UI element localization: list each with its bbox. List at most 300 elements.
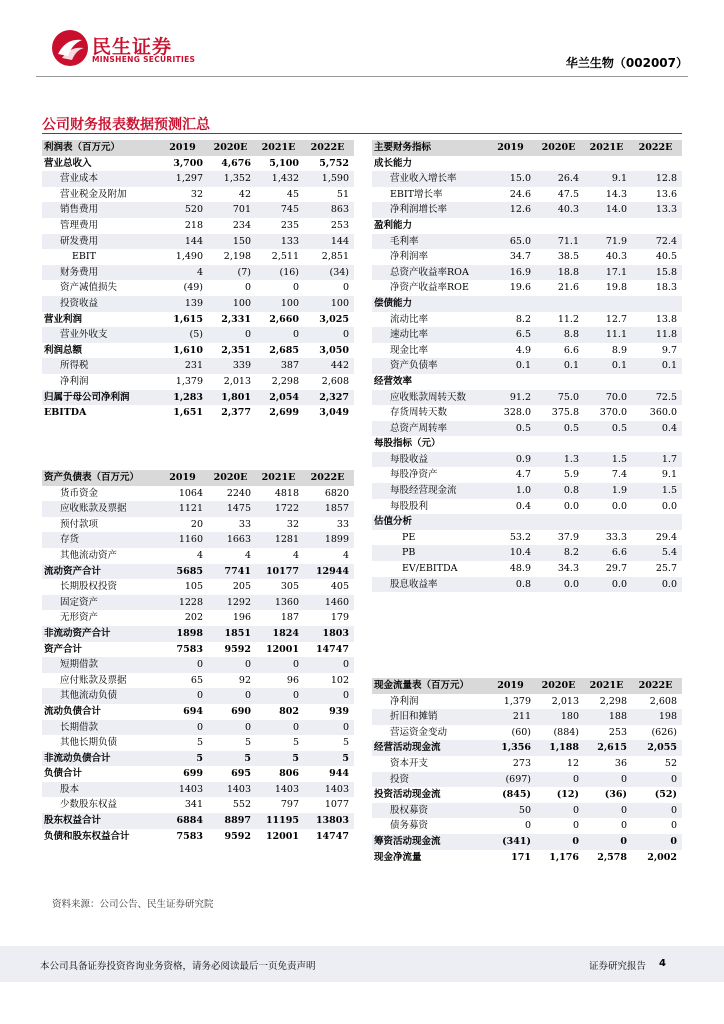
cell-value: 13803 bbox=[304, 813, 354, 829]
cell-value: 4818 bbox=[274, 487, 299, 499]
cell-value: 341 bbox=[184, 799, 203, 811]
cell-value: 0.0 bbox=[536, 577, 584, 593]
table-row bbox=[372, 694, 682, 710]
cell-value: 1.7 bbox=[632, 452, 682, 468]
cell-value bbox=[632, 156, 682, 172]
cell-value: 2,054 bbox=[256, 390, 304, 406]
cell-value: 2,608 bbox=[321, 375, 349, 387]
cell-value: 0.0 bbox=[661, 500, 677, 512]
cell-value: 171 bbox=[511, 851, 531, 863]
row-label: 盈利能力 bbox=[374, 219, 413, 231]
cell-value: 18.3 bbox=[655, 282, 677, 294]
row-label: 长期借款 bbox=[42, 720, 160, 736]
cell-value: 695 bbox=[231, 768, 251, 780]
cell-value: 34.3 bbox=[557, 563, 579, 575]
cell-value: 6.6 bbox=[563, 344, 579, 356]
column-header: 2020E bbox=[536, 140, 584, 156]
cell-value: 2,660 bbox=[269, 313, 299, 325]
cell-value: 0 bbox=[620, 820, 627, 832]
row-label: 净利润率 bbox=[390, 251, 429, 263]
cell-value: 91.2 bbox=[488, 390, 536, 406]
cell-value: 100 bbox=[208, 296, 256, 312]
cell-value: 1160 bbox=[160, 532, 208, 548]
brand-name: 民生证券 bbox=[92, 36, 173, 58]
table-row bbox=[372, 265, 682, 281]
cell-value bbox=[488, 436, 536, 452]
cell-value: 806 bbox=[279, 768, 299, 780]
table-row bbox=[372, 850, 682, 866]
cell-value: 1077 bbox=[324, 799, 349, 811]
cell-value: 4.7 bbox=[515, 469, 531, 481]
row-label: 股权募资 bbox=[372, 803, 488, 819]
cell-value: 1.9 bbox=[584, 483, 632, 499]
cell-value: 70.0 bbox=[584, 390, 632, 406]
cell-value: 133 bbox=[256, 234, 304, 250]
table-row bbox=[42, 280, 354, 296]
cell-value: 9592 bbox=[224, 830, 251, 842]
cell-value: 0.9 bbox=[488, 452, 536, 468]
cell-value: 0 bbox=[304, 720, 354, 736]
cell-value: 0.5 bbox=[536, 421, 584, 437]
cell-value: (626) bbox=[651, 726, 677, 738]
row-label: 经营活动现金流 bbox=[372, 740, 488, 756]
cell-value: 11195 bbox=[256, 813, 304, 829]
cell-value: 387 bbox=[256, 358, 304, 374]
cell-value: 5,100 bbox=[269, 157, 299, 169]
cell-value: 51 bbox=[336, 188, 349, 200]
table-row bbox=[372, 577, 682, 593]
cell-value: 9.7 bbox=[661, 344, 677, 356]
table-row bbox=[42, 548, 354, 564]
row-label: 总资产周转率 bbox=[372, 421, 488, 437]
row-label: 短期借款 bbox=[42, 657, 160, 673]
cell-value: 0.5 bbox=[584, 421, 632, 437]
cell-value: 7583 bbox=[176, 643, 203, 655]
table-row bbox=[42, 595, 354, 611]
cell-value: 0 bbox=[572, 820, 579, 832]
row-label: 总资产收益率ROA bbox=[372, 265, 488, 281]
cell-value: 0 bbox=[584, 803, 632, 819]
cell-value: (34) bbox=[304, 265, 354, 281]
cell-value: 5.4 bbox=[632, 545, 682, 561]
row-label: 所得税 bbox=[42, 358, 160, 374]
cell-value: 0 bbox=[584, 834, 632, 850]
cell-value: 5 bbox=[208, 751, 256, 767]
cell-value: 71.9 bbox=[584, 234, 632, 250]
cell-value: 71.1 bbox=[536, 234, 584, 250]
cell-value bbox=[632, 374, 682, 390]
table-row bbox=[372, 530, 682, 546]
cell-value: 92 bbox=[238, 674, 251, 686]
table-row bbox=[42, 797, 354, 813]
row-label: 流动资产合计 bbox=[42, 564, 160, 580]
cell-value: 1121 bbox=[160, 501, 208, 517]
cell-value: 65 bbox=[190, 674, 203, 686]
cell-value: (52) bbox=[654, 789, 677, 801]
cash-flow-table bbox=[372, 678, 682, 865]
table-row bbox=[372, 312, 682, 328]
source-note: 资料来源：公司公告、民生证券研究院 bbox=[52, 899, 214, 910]
cell-value: 24.6 bbox=[509, 188, 531, 200]
column-header: 2022E bbox=[304, 470, 354, 486]
row-label: 投资活动现金流 bbox=[374, 789, 441, 801]
cell-value: 1403 bbox=[304, 782, 354, 798]
cell-value bbox=[536, 156, 584, 172]
cell-value: 0.8 bbox=[488, 577, 536, 593]
table-row bbox=[372, 405, 682, 421]
table-row bbox=[372, 709, 682, 725]
cell-value: 40.3 bbox=[536, 202, 584, 218]
cell-value: (7) bbox=[208, 265, 256, 281]
cell-value: 1.0 bbox=[488, 483, 536, 499]
cell-value: 1899 bbox=[304, 532, 354, 548]
cell-value: 1228 bbox=[160, 595, 208, 611]
cell-value: 3,050 bbox=[319, 344, 349, 356]
cell-value: 10.4 bbox=[488, 545, 536, 561]
cell-value: 1898 bbox=[160, 626, 208, 642]
cell-value: 2,615 bbox=[584, 740, 632, 756]
cell-value: 0.1 bbox=[584, 358, 632, 374]
table-row bbox=[42, 358, 354, 374]
row-label: 每股经营现金流 bbox=[372, 483, 488, 499]
cell-value: 0 bbox=[208, 688, 256, 704]
table-header-row bbox=[372, 678, 682, 694]
table-row bbox=[42, 642, 354, 658]
cell-value: 4 bbox=[196, 549, 203, 561]
cell-value: 3,025 bbox=[319, 313, 349, 325]
table-row bbox=[42, 156, 354, 172]
cell-value: 12001 bbox=[265, 643, 299, 655]
cell-value: 5 bbox=[256, 751, 304, 767]
row-label: 净利润 bbox=[60, 375, 89, 387]
table-title-cell: 利润表（百万元） bbox=[42, 140, 160, 156]
cell-value: 802 bbox=[279, 705, 299, 717]
cell-value: 19.6 bbox=[509, 282, 531, 294]
cell-value: 196 bbox=[232, 612, 251, 624]
cell-value: 188 bbox=[584, 709, 632, 725]
cell-value: 1,432 bbox=[256, 171, 304, 187]
cell-value: 211 bbox=[488, 709, 536, 725]
row-label: 流动负债合计 bbox=[44, 705, 102, 717]
cell-value: 14747 bbox=[315, 643, 349, 655]
row-label: 每股净资产 bbox=[390, 469, 438, 481]
column-header: 2019 bbox=[488, 140, 536, 156]
row-label: 长期股权投资 bbox=[60, 581, 118, 593]
cell-value: 72.4 bbox=[632, 234, 682, 250]
table-row bbox=[42, 813, 354, 829]
row-label: 存货 bbox=[42, 532, 160, 548]
table-row bbox=[42, 202, 354, 218]
cell-value: (12) bbox=[556, 789, 579, 801]
row-label: 股东权益合计 bbox=[42, 813, 160, 829]
table-row bbox=[42, 829, 354, 845]
row-label: 存货周转天数 bbox=[390, 407, 448, 419]
cell-value: 15.8 bbox=[632, 265, 682, 281]
row-label: 现金净流量 bbox=[374, 851, 422, 863]
cell-value: 305 bbox=[280, 581, 299, 593]
cell-value: (341) bbox=[488, 834, 536, 850]
row-label: 营业利润 bbox=[44, 313, 83, 325]
table-row bbox=[372, 452, 682, 468]
cell-value: 9592 bbox=[224, 643, 251, 655]
cell-value: (884) bbox=[553, 726, 579, 738]
cell-value: 5 bbox=[342, 737, 349, 749]
row-label: 资产减值损失 bbox=[60, 282, 118, 294]
cell-value: 21.6 bbox=[557, 282, 579, 294]
cell-value: 1.5 bbox=[632, 483, 682, 499]
cell-value: 1064 bbox=[178, 487, 203, 499]
cell-value: 96 bbox=[286, 674, 299, 686]
cell-value: 0 bbox=[160, 720, 208, 736]
row-label: 销售费用 bbox=[42, 202, 160, 218]
cell-value: 1803 bbox=[304, 626, 354, 642]
cell-value: 0.0 bbox=[584, 577, 632, 593]
cell-value: 360.0 bbox=[649, 407, 677, 419]
cell-value: (36) bbox=[604, 789, 627, 801]
cell-value: 375.8 bbox=[551, 407, 579, 419]
cell-value: 4 bbox=[292, 549, 299, 561]
row-label: 现金比率 bbox=[390, 344, 429, 356]
table-row bbox=[372, 280, 682, 296]
cell-value: 7741 bbox=[208, 564, 256, 580]
cell-value: 205 bbox=[232, 581, 251, 593]
cell-value: 2,198 bbox=[223, 251, 251, 263]
row-label: 营业成本 bbox=[42, 171, 160, 187]
table-row bbox=[372, 343, 682, 359]
cell-value: 0 bbox=[256, 688, 304, 704]
cell-value: 1475 bbox=[208, 501, 256, 517]
row-label: 无形资产 bbox=[60, 612, 99, 624]
table-row bbox=[372, 561, 682, 577]
cell-value: 1,379 bbox=[503, 695, 531, 707]
cell-value: 0 bbox=[670, 820, 677, 832]
cell-value: (60) bbox=[511, 726, 531, 738]
cell-value: 0 bbox=[342, 282, 349, 294]
table-row bbox=[42, 720, 354, 736]
row-label: 营业税金及附加 bbox=[60, 188, 127, 200]
row-label: EV/EBITDA bbox=[402, 563, 458, 575]
cell-value: 1,615 bbox=[173, 313, 203, 325]
row-label: 资本开支 bbox=[390, 757, 429, 769]
cell-value: 12.6 bbox=[488, 202, 536, 218]
cell-value: 1360 bbox=[256, 595, 304, 611]
cell-value: 7583 bbox=[176, 830, 203, 842]
table-row bbox=[372, 358, 682, 374]
cell-value: 0.0 bbox=[611, 500, 627, 512]
cell-value: 694 bbox=[183, 705, 203, 717]
cell-value: 75.0 bbox=[536, 390, 584, 406]
cell-value: 47.5 bbox=[557, 188, 579, 200]
row-label: 其他流动资产 bbox=[60, 549, 118, 561]
table-row bbox=[42, 187, 354, 203]
cell-value: 29.7 bbox=[605, 563, 627, 575]
page-header bbox=[0, 0, 724, 78]
row-label: 其他长期负债 bbox=[60, 737, 118, 749]
cell-value: 3,049 bbox=[319, 407, 349, 419]
cell-value: 33.3 bbox=[605, 531, 627, 543]
table-row bbox=[372, 156, 682, 172]
table-row bbox=[42, 265, 354, 281]
cell-value: 1403 bbox=[256, 782, 304, 798]
table-row bbox=[42, 704, 354, 720]
cell-value: 1,283 bbox=[160, 390, 208, 406]
cell-value: 0 bbox=[536, 834, 584, 850]
table-row bbox=[42, 343, 354, 359]
column-header: 2020E bbox=[536, 678, 584, 694]
cell-value: 0.1 bbox=[488, 358, 536, 374]
cell-value: (16) bbox=[256, 265, 304, 281]
row-label: 研发费用 bbox=[42, 234, 160, 250]
cell-value bbox=[488, 374, 536, 390]
table-row bbox=[42, 751, 354, 767]
row-label: 股息收益率 bbox=[372, 577, 488, 593]
cell-value bbox=[536, 374, 584, 390]
cell-value bbox=[488, 218, 536, 234]
cell-value bbox=[584, 296, 632, 312]
table-row bbox=[42, 610, 354, 626]
cell-value: 1824 bbox=[256, 626, 304, 642]
cell-value: 38.5 bbox=[557, 251, 579, 263]
cell-value: 5 bbox=[196, 737, 203, 749]
cell-value: 5 bbox=[304, 751, 354, 767]
cell-value: 442 bbox=[304, 358, 354, 374]
column-header: 2019 bbox=[160, 140, 208, 156]
cell-value bbox=[632, 514, 682, 530]
cell-value: 139 bbox=[160, 296, 208, 312]
cell-value: 0 bbox=[244, 282, 251, 294]
cell-value: 863 bbox=[304, 202, 354, 218]
cell-value: 0.4 bbox=[515, 500, 531, 512]
cell-value: 17.1 bbox=[584, 265, 632, 281]
table-row bbox=[372, 725, 682, 741]
row-label: 应收账款及票据 bbox=[42, 501, 160, 517]
table-row bbox=[372, 740, 682, 756]
cell-value bbox=[536, 514, 584, 530]
cell-value: 2,013 bbox=[223, 375, 251, 387]
cell-value: 0 bbox=[536, 772, 584, 788]
table-row bbox=[372, 249, 682, 265]
cell-value: 40.3 bbox=[605, 251, 627, 263]
cell-value: 944 bbox=[329, 768, 349, 780]
cell-value: 8.2 bbox=[536, 545, 584, 561]
cell-value: 1.5 bbox=[584, 452, 632, 468]
cell-value: 797 bbox=[280, 799, 299, 811]
row-label: 财务费用 bbox=[42, 265, 160, 281]
stock-name: 华兰生物（002007） bbox=[565, 56, 688, 70]
table-row bbox=[372, 390, 682, 406]
row-label: 偿债能力 bbox=[372, 296, 488, 312]
page-number: 4 bbox=[659, 958, 666, 969]
table-row bbox=[372, 772, 682, 788]
row-label: 营业总收入 bbox=[44, 157, 92, 169]
row-label: 预付款项 bbox=[60, 518, 99, 530]
cell-value: 0 bbox=[160, 688, 208, 704]
cell-value: 37.9 bbox=[557, 531, 579, 543]
row-label: 估值分析 bbox=[372, 514, 488, 530]
row-label: 经营效率 bbox=[374, 375, 413, 387]
table-row bbox=[372, 234, 682, 250]
column-header: 2022E bbox=[304, 140, 354, 156]
cell-value: 2,298 bbox=[599, 695, 627, 707]
cell-value bbox=[632, 296, 682, 312]
cell-value: 11.2 bbox=[557, 313, 579, 325]
row-label: 应收账款周转天数 bbox=[372, 390, 488, 406]
cell-value: (845) bbox=[502, 789, 531, 801]
table-row bbox=[42, 688, 354, 704]
cell-value bbox=[584, 374, 632, 390]
cell-value: 1,590 bbox=[304, 171, 354, 187]
cell-value: 1722 bbox=[256, 501, 304, 517]
cell-value: 0 bbox=[208, 327, 256, 343]
cell-value bbox=[536, 218, 584, 234]
cell-value: 745 bbox=[256, 202, 304, 218]
table-row bbox=[372, 803, 682, 819]
table-row bbox=[372, 202, 682, 218]
cell-value: 1851 bbox=[208, 626, 256, 642]
cell-value: 7.4 bbox=[611, 469, 627, 481]
row-label: 债务募资 bbox=[390, 820, 429, 832]
cell-value: 6.6 bbox=[584, 545, 632, 561]
row-label: 投资 bbox=[372, 772, 488, 788]
cell-value: 12944 bbox=[304, 564, 354, 580]
cell-value: 2240 bbox=[226, 487, 251, 499]
table-row bbox=[372, 187, 682, 203]
cell-value: 2,511 bbox=[271, 251, 299, 263]
row-label: 投资收益 bbox=[42, 296, 160, 312]
row-label: 流动比率 bbox=[390, 313, 429, 325]
row-label: 利润总额 bbox=[44, 344, 83, 356]
table-row bbox=[42, 234, 354, 250]
cell-value bbox=[488, 296, 536, 312]
table-row bbox=[42, 249, 354, 265]
cell-value: 1,801 bbox=[208, 390, 256, 406]
cell-value: 11.1 bbox=[584, 327, 632, 343]
cell-value: 15.0 bbox=[488, 171, 536, 187]
cell-value: 0 bbox=[256, 720, 304, 736]
table-row bbox=[42, 405, 354, 421]
cell-value: 9.1 bbox=[661, 469, 677, 481]
table-row bbox=[372, 756, 682, 772]
table-row bbox=[42, 735, 354, 751]
cell-value: 235 bbox=[280, 219, 299, 231]
cell-value: 4,676 bbox=[221, 157, 251, 169]
table-row bbox=[42, 626, 354, 642]
cell-value: 253 bbox=[608, 726, 627, 738]
cell-value: 1281 bbox=[256, 532, 304, 548]
cell-value: 234 bbox=[232, 219, 251, 231]
cell-value: 8.8 bbox=[536, 327, 584, 343]
row-label: 净利润增长率 bbox=[372, 202, 488, 218]
cell-value: 144 bbox=[304, 234, 354, 250]
column-header: 2020E bbox=[208, 140, 256, 156]
cell-value: 4 bbox=[160, 265, 208, 281]
table-row bbox=[372, 374, 682, 390]
cell-value: 9.1 bbox=[584, 171, 632, 187]
cell-value: 53.2 bbox=[509, 531, 531, 543]
table-row bbox=[42, 486, 354, 502]
footer-disclaimer: 本公司具备证券投资咨询业务资格，请务必阅读最后一页免责声明 bbox=[40, 961, 316, 972]
row-label: 每股收益 bbox=[372, 452, 488, 468]
cell-value bbox=[488, 156, 536, 172]
cell-value: 6820 bbox=[324, 487, 349, 499]
cell-value: 18.8 bbox=[536, 265, 584, 281]
row-label: 股本 bbox=[42, 782, 160, 798]
cell-value: 100 bbox=[256, 296, 304, 312]
row-label: 营业外收支 bbox=[42, 327, 160, 343]
cell-value: 12.8 bbox=[632, 171, 682, 187]
row-label: 归属于母公司净利润 bbox=[42, 390, 160, 406]
cell-value: 2,327 bbox=[304, 390, 354, 406]
